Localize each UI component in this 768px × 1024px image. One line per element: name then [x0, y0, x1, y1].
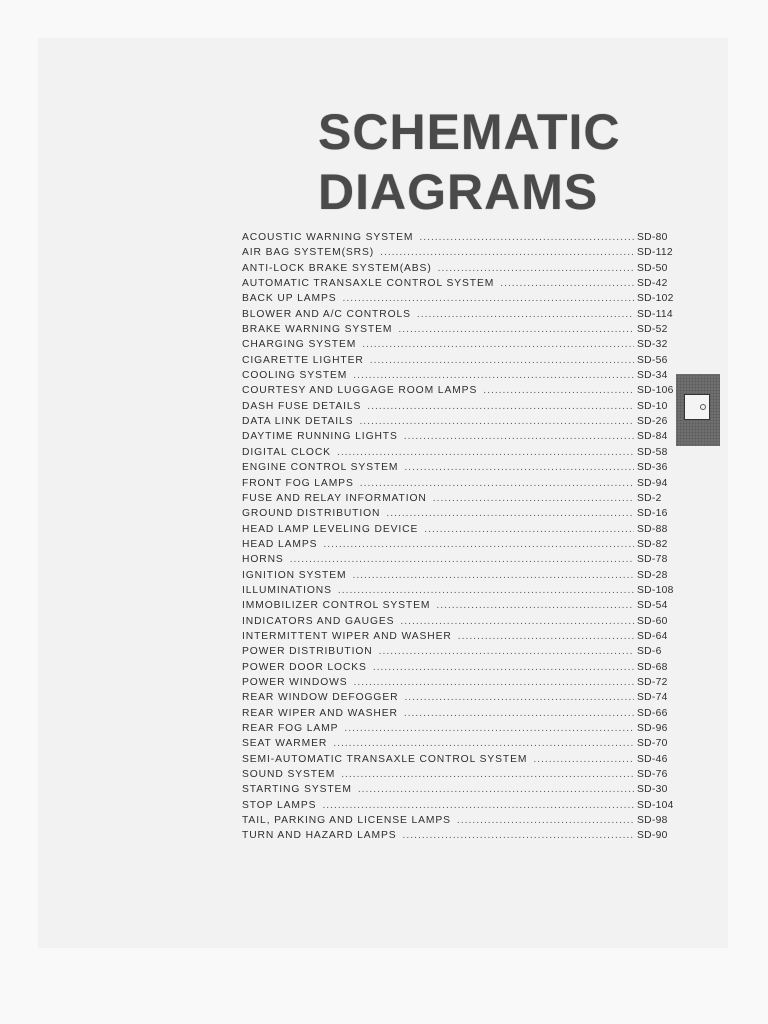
toc-dot-leader	[400, 616, 634, 627]
toc-entry-page: SD-104	[637, 799, 674, 811]
toc-dot-leader	[433, 493, 634, 504]
toc-dot-leader	[341, 769, 634, 780]
toc-entry[interactable]	[242, 370, 682, 385]
toc-dot-leader	[417, 309, 634, 320]
toc-dot-leader	[344, 723, 634, 734]
toc-entry[interactable]	[242, 539, 682, 554]
toc-entry[interactable]	[242, 815, 682, 830]
toc-entry[interactable]	[242, 800, 682, 815]
toc-entry-page: SD-60	[637, 615, 668, 627]
toc-dot-leader	[343, 293, 635, 304]
toc-entry[interactable]	[242, 784, 682, 799]
toc-entry[interactable]	[242, 401, 682, 416]
toc-entry[interactable]	[242, 355, 682, 370]
toc-dot-leader	[359, 416, 634, 427]
toc-entry-page: SD-56	[637, 354, 668, 366]
toc-dot-leader	[373, 662, 634, 673]
toc-entry-page: SD-96	[637, 723, 668, 734]
toc-entry[interactable]	[242, 247, 682, 262]
toc-dot-leader	[360, 478, 634, 489]
toc-entry-page: SD-46	[637, 753, 668, 765]
toc-dot-leader	[438, 263, 634, 274]
toc-entry-page: SD-52	[637, 324, 668, 336]
toc-entry[interactable]	[242, 830, 682, 845]
toc-entry[interactable]	[242, 769, 682, 784]
toc-entry-page: SD-64	[637, 630, 668, 642]
toc-entry-page: SD-94	[637, 477, 668, 489]
toc-entry-title: POWER WINDOWS	[242, 676, 348, 688]
toc-entry[interactable]	[242, 631, 682, 646]
toc-entry[interactable]	[242, 431, 682, 446]
toc-dot-leader	[337, 447, 634, 458]
toc-entry-page: SD-26	[637, 416, 668, 428]
toc-entry-page: SD-108	[637, 584, 674, 596]
toc-dot-leader	[333, 738, 634, 749]
toc-entry-title: IMMOBILIZER CONTROL SYSTEM	[242, 600, 431, 612]
toc-entry-title: POWER DISTRIBUTION	[242, 646, 373, 658]
toc-entry[interactable]	[242, 708, 682, 723]
toc-entry-title: GROUND DISTRIBUTION	[242, 508, 381, 520]
toc-entry-title: REAR WIPER AND WASHER	[242, 707, 398, 719]
toc-entry-page: SD-58	[637, 446, 668, 458]
toc-entry[interactable]	[242, 324, 682, 339]
toc-entry-title: ENGINE CONTROL SYSTEM	[242, 462, 399, 474]
toc-dot-leader	[362, 339, 634, 350]
toc-entry-page: SD-112	[637, 247, 673, 259]
toc-entry-title: CIGARETTE LIGHTER	[242, 354, 364, 366]
toc-entry[interactable]	[242, 585, 682, 600]
toc-entry-title: HORNS	[242, 554, 284, 566]
toc-entry-page: SD-30	[637, 784, 668, 796]
toc-entry[interactable]	[242, 309, 682, 324]
toc-dot-leader	[353, 370, 634, 381]
toc-entry[interactable]	[242, 646, 682, 661]
toc-dot-leader	[483, 385, 634, 396]
toc-entry-title: IGNITION SYSTEM	[242, 569, 347, 581]
toc-entry-page: SD-34	[637, 370, 668, 382]
toc-entry[interactable]	[242, 570, 682, 585]
toc-entry-page: SD-82	[637, 538, 668, 550]
toc-entry-page: SD-50	[637, 262, 668, 274]
section-tab-marker	[676, 374, 720, 446]
toc-entry-page: SD-88	[637, 523, 668, 535]
toc-entry-title: FRONT FOG LAMPS	[242, 477, 354, 489]
toc-entry-title: INDICATORS AND GAUGES	[242, 615, 395, 627]
toc-dot-leader	[436, 600, 634, 611]
toc-entry-title: REAR FOG LAMP	[242, 723, 339, 734]
toc-entry-page: SD-76	[637, 769, 668, 781]
toc-dot-leader	[419, 232, 634, 243]
toc-dot-leader	[323, 539, 634, 550]
toc-entry[interactable]	[242, 416, 682, 431]
toc-entry-title: POWER DOOR LOCKS	[242, 661, 367, 673]
toc-entry-title: INTERMITTENT WIPER AND WASHER	[242, 630, 452, 642]
toc-dot-leader	[404, 462, 634, 473]
toc-entry-title: COURTESY AND LUGGAGE ROOM LAMPS	[242, 385, 478, 397]
toc-entry[interactable]	[242, 754, 682, 769]
toc-entry-page: SD-16	[637, 508, 668, 520]
toc-dot-leader	[398, 324, 634, 335]
toc-dot-leader	[338, 585, 634, 596]
toc-entry[interactable]	[242, 692, 682, 707]
toc-dot-leader	[500, 278, 634, 289]
toc-entry-title: ANTI-LOCK BRAKE SYSTEM(ABS)	[242, 262, 432, 274]
toc-dot-leader	[403, 830, 635, 841]
toc-entry[interactable]	[242, 278, 682, 293]
toc-entry[interactable]	[242, 493, 682, 508]
toc-entry-page: SD-42	[637, 278, 668, 290]
toc-entry-page: SD-28	[637, 569, 668, 581]
toc-entry[interactable]	[242, 263, 682, 278]
toc-entry-page: SD-6	[637, 646, 662, 658]
toc-entry-title: BRAKE WARNING SYSTEM	[242, 324, 393, 336]
toc-entry[interactable]	[242, 738, 682, 753]
toc-entry[interactable]	[242, 293, 682, 308]
toc-dot-leader	[404, 708, 634, 719]
toc-entry-page: SD-102	[637, 293, 674, 305]
toc-entry[interactable]	[242, 447, 682, 462]
toc-dot-leader	[354, 677, 634, 688]
toc-entry-page: SD-106	[637, 385, 674, 397]
toc-entry-page: SD-32	[637, 339, 668, 351]
toc-entry-title: HEAD LAMP LEVELING DEVICE	[242, 523, 419, 535]
toc-entry-page: SD-78	[637, 554, 668, 566]
toc-dot-leader	[380, 247, 634, 258]
toc-dot-leader	[370, 355, 634, 366]
toc-entry-page: SD-72	[637, 676, 668, 688]
toc-entry-page: SD-10	[637, 400, 668, 412]
toc-entry-title: AIR BAG SYSTEM(SRS)	[242, 247, 375, 259]
toc-entry-page: SD-36	[637, 462, 668, 474]
toc-entry[interactable]	[242, 478, 682, 493]
toc-entry-title: CHARGING SYSTEM	[242, 339, 357, 351]
toc-entry[interactable]	[242, 600, 682, 615]
toc-dot-leader	[386, 508, 634, 519]
section-tab-icon	[684, 394, 710, 420]
toc-dot-leader	[358, 784, 634, 795]
toc-entry-title: DIGITAL CLOCK	[242, 446, 331, 458]
page-title-line-2: DIAGRAMS	[318, 164, 599, 220]
toc-entry-title: TURN AND HAZARD LAMPS	[242, 830, 397, 842]
toc-entry-title: ACOUSTIC WARNING SYSTEM	[242, 232, 414, 243]
toc-dot-leader	[424, 524, 634, 535]
toc-dot-leader	[352, 570, 634, 581]
toc-entry-page: SD-84	[637, 431, 668, 443]
page-title-line-1: SCHEMATIC	[318, 104, 621, 160]
toc-entry-title: SEMI-AUTOMATIC TRANSAXLE CONTROL SYSTEM	[242, 753, 528, 765]
toc-entry-page: SD-68	[637, 661, 668, 673]
toc-entry[interactable]	[242, 339, 682, 354]
toc-entry[interactable]	[242, 232, 682, 247]
toc-entry-title: HEAD LAMPS	[242, 538, 318, 550]
toc-dot-leader	[404, 692, 634, 703]
toc-dot-leader	[533, 754, 634, 765]
toc-entry-title: DAYTIME RUNNING LIGHTS	[242, 431, 398, 443]
toc-entry-title: REAR WINDOW DEFOGGER	[242, 692, 399, 704]
toc-entry-page: SD-80	[637, 232, 668, 243]
toc-entry[interactable]	[242, 723, 682, 738]
toc-entry-page: SD-74	[637, 692, 668, 704]
toc-entry-title: DATA LINK DETAILS	[242, 416, 354, 428]
toc-entry[interactable]	[242, 524, 682, 539]
toc-entry[interactable]	[242, 677, 682, 692]
toc-entry-title: BACK UP LAMPS	[242, 293, 337, 305]
toc-entry-page: SD-114	[637, 308, 673, 320]
toc-dot-leader	[404, 431, 634, 442]
toc-entry[interactable]	[242, 616, 682, 631]
toc-dot-leader	[457, 815, 634, 826]
toc-entry-title: STARTING SYSTEM	[242, 784, 352, 796]
toc-entry-title: AUTOMATIC TRANSAXLE CONTROL SYSTEM	[242, 278, 495, 290]
toc-dot-leader	[379, 646, 634, 657]
toc-dot-leader	[290, 554, 634, 565]
toc-entry-page: SD-2	[637, 492, 662, 504]
toc-entry[interactable]	[242, 385, 682, 400]
toc-entry[interactable]	[242, 508, 682, 523]
toc-dot-leader	[367, 401, 634, 412]
toc-dot-leader	[458, 631, 634, 642]
toc-entry-title: DASH FUSE DETAILS	[242, 400, 362, 412]
toc-entry-page: SD-66	[637, 707, 668, 719]
toc-entry-page: SD-90	[637, 830, 668, 842]
toc-entry-title: BLOWER AND A/C CONTROLS	[242, 308, 411, 320]
toc-entry-title: STOP LAMPS	[242, 799, 317, 811]
toc-entry-page: SD-54	[637, 600, 668, 612]
table-of-contents	[242, 232, 682, 846]
toc-dot-leader	[322, 800, 634, 811]
toc-entry-title: SOUND SYSTEM	[242, 769, 336, 781]
toc-entry-page: SD-98	[637, 815, 668, 827]
toc-entry-title: FUSE AND RELAY INFORMATION	[242, 492, 427, 504]
toc-entry-title: TAIL, PARKING AND LICENSE LAMPS	[242, 815, 451, 827]
toc-entry-title: SEAT WARMER	[242, 738, 328, 750]
toc-entry-page: SD-70	[637, 738, 668, 750]
toc-entry[interactable]	[242, 554, 682, 569]
toc-entry[interactable]	[242, 462, 682, 477]
toc-entry-title: COOLING SYSTEM	[242, 370, 348, 382]
toc-entry-title: ILLUMINATIONS	[242, 584, 332, 596]
toc-entry[interactable]	[242, 662, 682, 677]
